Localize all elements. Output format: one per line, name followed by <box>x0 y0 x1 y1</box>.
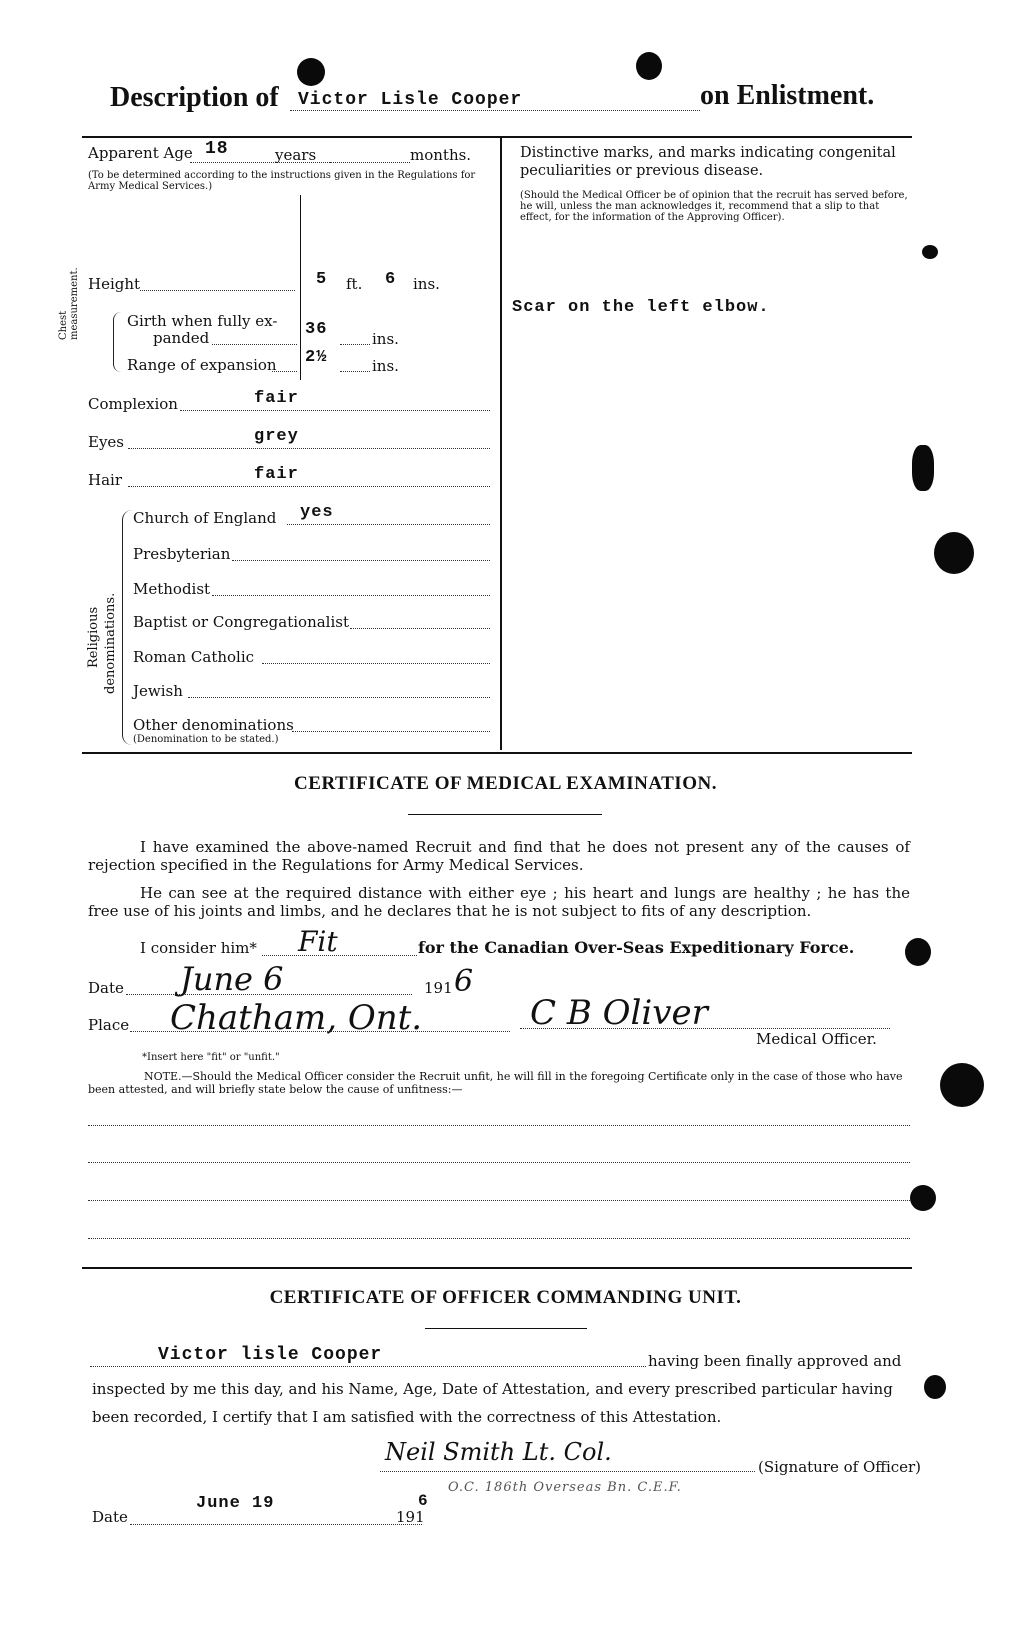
religion-side-label-1: Religious <box>86 606 101 668</box>
commanding-line-2: inspected by me this day, and his Name, Age, Date of Attestation, and every prescribed particular having <box>92 1380 893 1398</box>
punch-hole <box>940 1063 984 1107</box>
range-label: Range of expansion <box>127 356 277 374</box>
age-note <box>88 170 488 192</box>
signature-line <box>520 1028 890 1029</box>
eyes-line <box>128 448 490 449</box>
header-suffix: on Enlistment. <box>700 80 875 111</box>
complexion-value: fair <box>254 389 299 408</box>
place-label: Place <box>88 1016 130 1034</box>
chest-side-label: Chest measurement. <box>58 267 80 340</box>
range-unit: ins. <box>372 357 399 375</box>
commanding-date-label: Date <box>92 1508 128 1526</box>
insert-note: *Insert here "fit" or "unfit." <box>142 1052 280 1063</box>
age-note-text: (To be determined according to the instructions given in the Regulations for Army Medical Services.) <box>88 170 476 192</box>
section-rule-2 <box>82 1267 912 1269</box>
marks-value: Scar on the left elbow. <box>512 298 770 317</box>
marks-note-text: (Should the Medical Officer be of opinion that the recruit has served before, he will, unless the man acknowledges it, recommend that a slip to that effect, for the information of the Approving Officer). <box>520 190 908 223</box>
commanding-recruit-name: Victor lisle Cooper <box>158 1345 383 1365</box>
girth-label-2: panded <box>153 329 210 347</box>
consider-prefix: I consider him* <box>140 939 257 957</box>
eyes-label: Eyes <box>88 433 124 451</box>
medical-title-rule <box>408 814 602 815</box>
commanding-date-value: June 19 <box>196 1494 275 1513</box>
ink-blot <box>922 245 938 259</box>
girth-label-1: Girth when fully ex- <box>127 312 278 330</box>
column-divider <box>500 138 502 750</box>
year-prefix: 191 <box>424 979 453 997</box>
chest-brace <box>113 312 124 372</box>
other-line <box>292 731 490 732</box>
commanding-signature: Neil Smith Lt. Col. <box>385 1438 612 1466</box>
unfitness-line-3 <box>88 1200 910 1201</box>
hair-line <box>128 486 490 487</box>
medical-para-1-text: I have examined the above-named Recruit and find that he does not present any of the causes of rejection specified in the Regulations for Army Medical Services. <box>88 838 910 874</box>
medical-officer-label: Medical Officer. <box>756 1030 877 1048</box>
commanding-stamp: O.C. 186th Overseas Bn. C.E.F. <box>448 1480 682 1495</box>
church-of-england-label: Church of England <box>133 509 277 527</box>
commanding-year-prefix: 191 <box>396 1508 425 1526</box>
months-label: months. <box>410 146 472 164</box>
girth-value-line <box>340 344 370 345</box>
jewish-label: Jewish <box>133 682 183 700</box>
ft-label: ft. <box>346 275 363 293</box>
hair-value: fair <box>254 465 299 484</box>
consider-line <box>262 955 417 956</box>
marks-heading <box>520 144 910 180</box>
range-line <box>272 371 297 372</box>
commanding-name-line <box>90 1366 646 1367</box>
medical-para-1 <box>88 838 910 874</box>
baptist-label: Baptist or Congregationalist <box>133 613 349 631</box>
range-value-line <box>340 371 370 372</box>
rc-line <box>262 663 490 664</box>
months-line <box>330 162 410 163</box>
commanding-title: CERTIFICATE OF OFFICER COMMANDING UNIT. <box>269 1287 742 1308</box>
commanding-line-1-suffix: having been finally approved and <box>648 1352 902 1370</box>
coe-line <box>287 524 490 525</box>
eyes-value: grey <box>254 427 299 446</box>
commanding-line-3: been recorded, I certify that I am satisfied with the correctness of this Attestation. <box>92 1408 722 1426</box>
header-rule <box>82 136 912 138</box>
church-of-england-value: yes <box>300 503 334 522</box>
height-label: Height <box>88 275 141 293</box>
name-line <box>290 110 700 111</box>
commanding-title-rule <box>425 1328 587 1329</box>
header-prefix: Description of <box>110 82 279 113</box>
complexion-line <box>180 410 490 411</box>
ink-blot <box>924 1375 946 1399</box>
other-note: (Denomination to be stated.) <box>133 734 279 745</box>
unfitness-line-1 <box>88 1125 910 1126</box>
medical-para-2-text: He can see at the required distance with either eye ; his heart and lungs are healthy ; he has the free use of his joints and limbs, and he declares that he is not subject to fits of any description. <box>88 884 910 920</box>
complexion-label: Complexion <box>88 395 178 413</box>
other-denominations-label: Other denominations <box>133 716 294 734</box>
unfitness-line-4 <box>88 1238 910 1239</box>
unfitness-line-2 <box>88 1162 910 1163</box>
marks-heading-text: Distinctive marks, and marks indicating congenital peculiarities or previous disease. <box>520 145 896 179</box>
medical-note-text: NOTE.—Should the Medical Officer consider the Recruit unfit, he will fill in the foregoing Certificate only in the case of those who have been attested, and will briefly state below the cause of unfitness:— <box>88 1070 903 1096</box>
religion-brace <box>122 510 133 745</box>
year-digit: 6 <box>454 964 474 999</box>
baptist-line <box>350 628 490 629</box>
hair-label: Hair <box>88 471 122 489</box>
height-line <box>140 290 295 291</box>
medical-title: CERTIFICATE OF MEDICAL EXAMINATION. <box>294 773 717 794</box>
medical-para-2 <box>88 884 910 920</box>
height-in-value: 6 <box>385 270 397 289</box>
height-ft-value: 5 <box>316 270 328 289</box>
height-ins-label: ins. <box>413 275 440 293</box>
girth-line <box>212 344 297 345</box>
measure-divider <box>300 195 301 380</box>
presbyterian-label: Presbyterian <box>133 545 231 563</box>
commanding-signature-line <box>380 1471 755 1472</box>
ink-blot <box>910 1185 936 1211</box>
roman-catholic-label: Roman Catholic <box>133 648 255 666</box>
girth-unit: ins. <box>372 330 399 348</box>
medical-officer-signature: C B Oliver <box>530 993 708 1033</box>
girth-value: 36 <box>305 320 328 339</box>
section-rule <box>82 752 912 754</box>
methodist-line <box>212 595 490 596</box>
age-label: Apparent Age <box>88 144 193 162</box>
commanding-date-line <box>130 1524 422 1525</box>
punch-hole <box>934 532 974 574</box>
date-value: June 6 <box>180 960 284 998</box>
place-value: Chatham, Ont. <box>170 998 423 1038</box>
recruit-name: Victor Lisle Cooper <box>298 90 523 110</box>
jewish-line <box>188 697 490 698</box>
ink-blot <box>912 445 934 491</box>
commanding-signature-label: (Signature of Officer) <box>758 1458 922 1476</box>
date-label: Date <box>88 979 124 997</box>
presbyterian-line <box>232 560 490 561</box>
years-label: years <box>275 146 317 164</box>
punch-hole <box>297 58 325 86</box>
consider-value: Fit <box>298 925 338 958</box>
age-value: 18 <box>205 139 229 159</box>
consider-suffix: for the Canadian Over-Seas Expeditionary Force. <box>418 938 855 957</box>
religion-side-label-2: denominations. <box>103 592 118 694</box>
medical-note <box>88 1070 910 1096</box>
marks-note <box>520 190 910 223</box>
commanding-year-digit: 6 <box>418 1492 429 1510</box>
methodist-label: Methodist <box>133 580 211 598</box>
punch-hole <box>636 52 662 80</box>
range-value: 2½ <box>305 348 328 367</box>
punch-hole <box>905 938 931 966</box>
